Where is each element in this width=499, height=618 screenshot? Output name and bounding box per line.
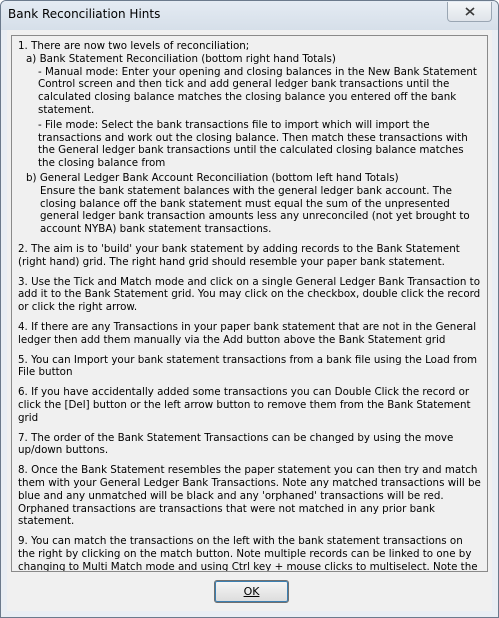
hint-1a-title: a) Bank Statement Reconciliation (bottom right hand Totals) [26, 52, 336, 65]
close-icon [465, 7, 475, 16]
hint-5: 5. You can Import your bank statement transactions from a bank file using the Load from File button [18, 353, 478, 379]
hints-text [12, 36, 487, 572]
hint-8: 8. Once the Bank Statement resembles the paper statement you can then try and match them with your General Ledger Bank Transactions. Note any matched transactions will be blue and any unmatched will be black and any 'orphaned' transactions will be red. Orphaned transactions are transactions that were not matched in any prior bank statement. [18, 464, 481, 528]
hint-9: 9. You can match the transactions on the left with the bank statement transactions on the right by clicking on the match button. Note multiple records can be linked to one by changing to Multi Match mode and using Ctrl key + mouse clicks to multiselect. Note the [18, 535, 478, 572]
window-title: Bank Reconciliation Hints [8, 7, 161, 21]
hint-7: 7. The order of the Bank Statement Transactions can be changed by using the move up/down buttons. [18, 431, 454, 457]
hint-1 [18, 40, 481, 236]
hint-3: 3. Use the Tick and Match mode and click on a single General Ledger Bank Transaction to add it to the Bank Statement grid. You may click on the checkbox, double click the record or click the right arrow. [18, 275, 481, 314]
hint-1a-manual: - Manual mode: Enter your opening and closing balances in the New Bank Statement Control screen and then tick and add general ledger bank transactions until the calculated closing balance matches the closing balance you entered off the bank statement. [38, 65, 477, 116]
close-button[interactable] [447, 2, 492, 22]
hint-6: 6. If you have accidentally added some transactions you can Double Click the record or click the [Del] button or the left arrow button to remove them from the Bank Statement grid [18, 386, 471, 424]
title-bar[interactable] [1, 1, 498, 30]
hint-4: 4. If there are any Transactions in your paper bank statement that are not in the General ledger then add them manually via the Add button above the Bank Statement grid [18, 320, 477, 346]
ok-button[interactable]: OK [214, 580, 289, 603]
hint-2: 2. The aim is to 'build' your bank statement by adding records to the Bank Statement (right hand) grid. The right hand grid should resemble your paper bank statement. [18, 242, 460, 268]
dialog-client-area [7, 30, 492, 611]
hints-text-panel [11, 35, 488, 572]
hint-1b-title: b) General Ledger Bank Account Reconciliation (bottom left hand Totals) [26, 171, 399, 184]
hint-1-intro: 1. There are now two levels of reconciliation; [18, 40, 250, 52]
hint-1a-file: - File mode: Select the bank transactions file to import which will import the transactions and work out the closing balance. Then match these transactions with the General ledger bank transactions until the calculated closing balance matches the closing balance from [38, 118, 468, 170]
hint-1b-body: Ensure the bank statement balances with the general ledger bank account. The closing balance off the bank statement must equal the sum of the unpresented general ledger bank transaction amounts less any unreconciled (not yet brought to account NYBA) bank statement transactions. [40, 184, 470, 236]
